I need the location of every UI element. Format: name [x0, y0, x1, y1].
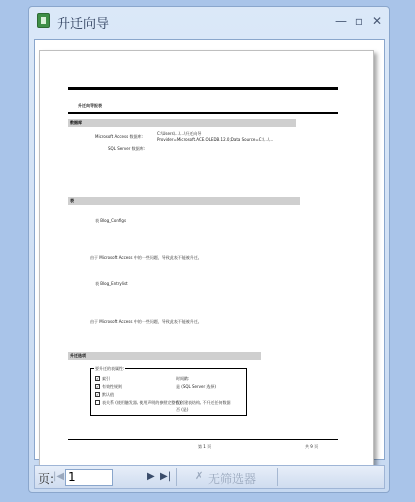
section-tables-band	[68, 197, 300, 205]
option-defaults-label: 默认值	[102, 392, 114, 397]
table-item-1-note: 由于 Microsoft Access 中的一些问题，导致此表不能被升迁。	[90, 255, 202, 260]
title-bar[interactable]	[29, 7, 389, 35]
separator	[277, 468, 278, 486]
table-item-2-note: 由于 Microsoft Access 中的一些问题，导致此表不能被升迁。	[90, 319, 202, 324]
section-tables-heading: 表	[70, 198, 74, 203]
record-navigation-bar	[34, 465, 385, 489]
access-db-connection: Provider=Microsoft.ACE.OLEDB.12.0;Data Source=C:\...\...	[157, 137, 274, 142]
checkbox-indexes: ✓	[96, 376, 100, 381]
header-rule-top	[68, 87, 338, 90]
filter-status[interactable]: 无筛选器	[208, 472, 257, 486]
timestamp-label: 时间戳:	[176, 376, 190, 381]
last-page-button[interactable]: ▶|	[160, 471, 172, 482]
structure-only-value: 否 (是)	[176, 407, 189, 412]
structure-only-label: 仅创建表结构, 不升迁任何数据	[176, 400, 231, 405]
header-rule-bottom	[68, 112, 338, 114]
access-db-label: Microsoft Access 数据库:	[95, 134, 143, 139]
separator	[176, 468, 177, 486]
close-button[interactable]: ✕	[371, 14, 383, 28]
minimize-button[interactable]: —	[335, 14, 347, 28]
section-database-band	[68, 119, 296, 127]
report-icon	[37, 13, 50, 28]
table-item-1: 表 Blog_Configs	[95, 218, 127, 223]
checkbox-defaults: ✓	[96, 392, 100, 397]
option-relationships-label: 表关系 (使用触发器, 使用声明的参照完整性)	[102, 400, 181, 405]
option-indexes-label: 索引	[102, 376, 110, 381]
next-page-button[interactable]: ▶	[147, 471, 155, 482]
upsize-options-group	[90, 368, 247, 416]
window-title: 升迁向导	[57, 17, 110, 32]
maximize-button[interactable]: ▫	[354, 14, 364, 28]
filter-icon: ✗	[195, 471, 204, 482]
access-db-path: C:\Users\...\...\升迁向导	[157, 131, 202, 136]
checkbox-validation-rules: ✓	[96, 384, 100, 389]
report-page	[39, 50, 374, 468]
option-validation-label: 有效性规则	[102, 384, 122, 389]
group-title: 要升迁的表属性:	[95, 366, 125, 371]
timestamp-value: 是 (SQL Server 选择)	[176, 384, 216, 389]
report-window	[28, 6, 390, 493]
page-number-input[interactable]: 1	[65, 469, 113, 486]
section-options-heading: 升迁选项	[70, 353, 86, 358]
section-database-heading: 数据库	[70, 120, 82, 125]
footer-page-number: 第 1 页	[198, 444, 212, 449]
page-label: 页:	[38, 472, 55, 486]
section-options-band	[68, 352, 261, 360]
checkbox-relationships	[95, 400, 100, 405]
table-item-2: 表 Blog_Entrylist	[95, 281, 128, 286]
first-page-button[interactable]: |◀	[53, 471, 65, 482]
report-header-title: 升迁向导报表	[78, 103, 102, 108]
preview-pane	[36, 41, 383, 458]
footer-rule	[68, 439, 338, 440]
report-preview-area[interactable]	[34, 39, 385, 460]
footer-page-count: 共 9 页	[305, 444, 319, 449]
sql-db-label: SQL Server 数据库:	[108, 146, 145, 151]
